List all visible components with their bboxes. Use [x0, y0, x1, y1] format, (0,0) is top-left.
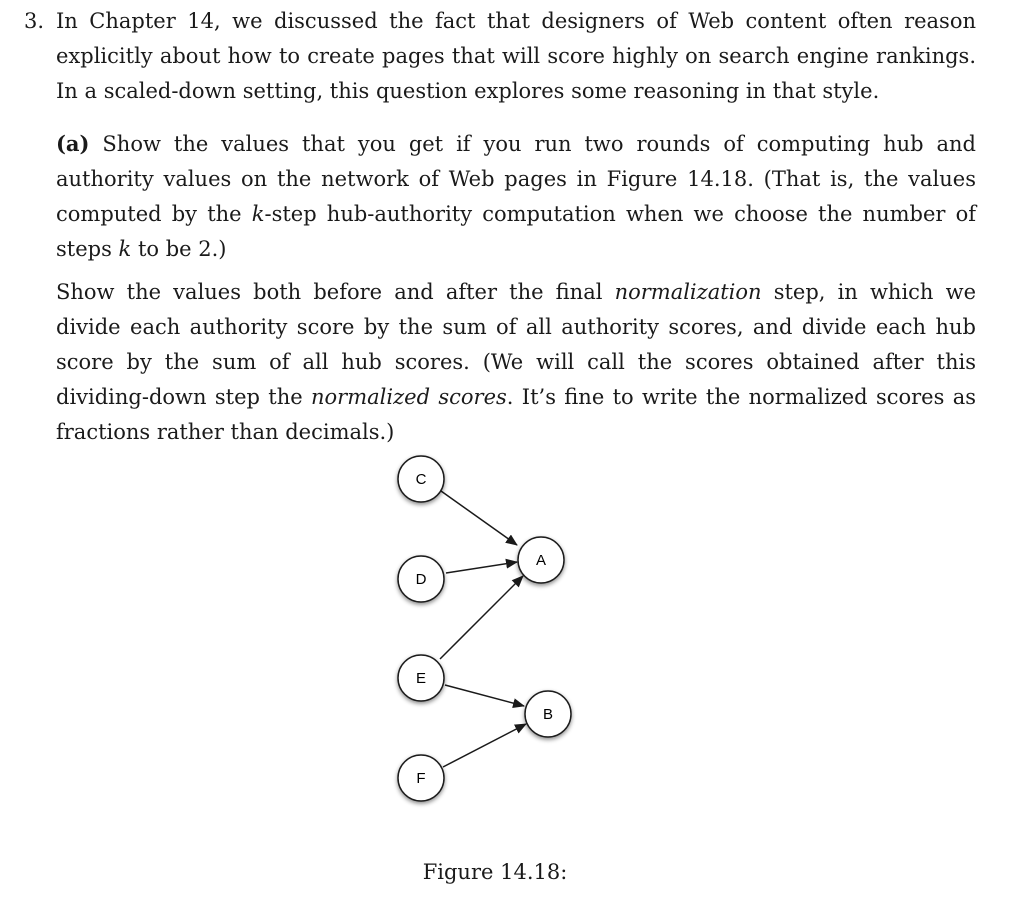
part-a-text-3: to be 2.) — [131, 237, 227, 261]
problem-3 — [24, 4, 976, 450]
problem-number: 3. — [24, 9, 45, 33]
part-a — [56, 126, 976, 450]
figure-caption: Figure 14.18: — [422, 860, 568, 884]
part-a-text-5: step, in which we divide each authority score by the sum of all authority scores, and divide each hub score by the sum of all hub scores. (We will call the scores obtained after this dividing-down step the — [56, 280, 976, 409]
edge-c-to-a — [441, 491, 517, 545]
part-a-paragraph-2 — [56, 275, 976, 450]
edge-f-to-b — [443, 724, 526, 767]
term-normalized-scores: normalized scores — [311, 385, 507, 409]
part-a-text-2: -step hub-authority computation when we choose the number of steps — [56, 202, 976, 261]
math-k: k — [118, 237, 132, 261]
part-a-text-4: Show the values both before and after the final — [56, 280, 615, 304]
node-d-label: D — [415, 571, 427, 588]
node-a-label: A — [535, 552, 547, 569]
problem-intro: In Chapter 14, we discussed the fact that designers of Web content often reason explicitly about how to create pages that will score highly on search engine rankings. In a scaled-down setting, this question explores some reasoning in that style. — [56, 9, 976, 103]
math-k: k — [251, 202, 265, 226]
network-diagram — [360, 440, 640, 850]
part-a-paragraph-1 — [56, 126, 976, 267]
node-c — [398, 456, 444, 502]
node-a — [518, 537, 564, 583]
part-a-text-1: Show the values that you get if you run two rounds of computing hub and authority values on the network of Web pages in Figure 14.18. (That is, the values computed by the — [56, 132, 976, 226]
term-normalization: normalization — [614, 280, 762, 304]
node-b — [525, 691, 571, 737]
node-f — [398, 755, 444, 801]
node-c-label: C — [415, 471, 427, 488]
part-a-label: (a) — [56, 131, 90, 156]
node-e-label: E — [415, 670, 427, 687]
node-d — [398, 556, 444, 602]
edge-d-to-a — [446, 562, 517, 573]
node-b-label: B — [542, 706, 554, 723]
edge-e-to-b — [445, 685, 524, 706]
part-a-text-6: . It’s fine to write the normalized scores as fractions rather than decimals.) — [56, 385, 977, 444]
figure-14-18 — [360, 440, 640, 900]
node-e — [398, 655, 444, 701]
edge-e-to-a — [440, 576, 523, 659]
node-f-label: F — [416, 770, 426, 787]
